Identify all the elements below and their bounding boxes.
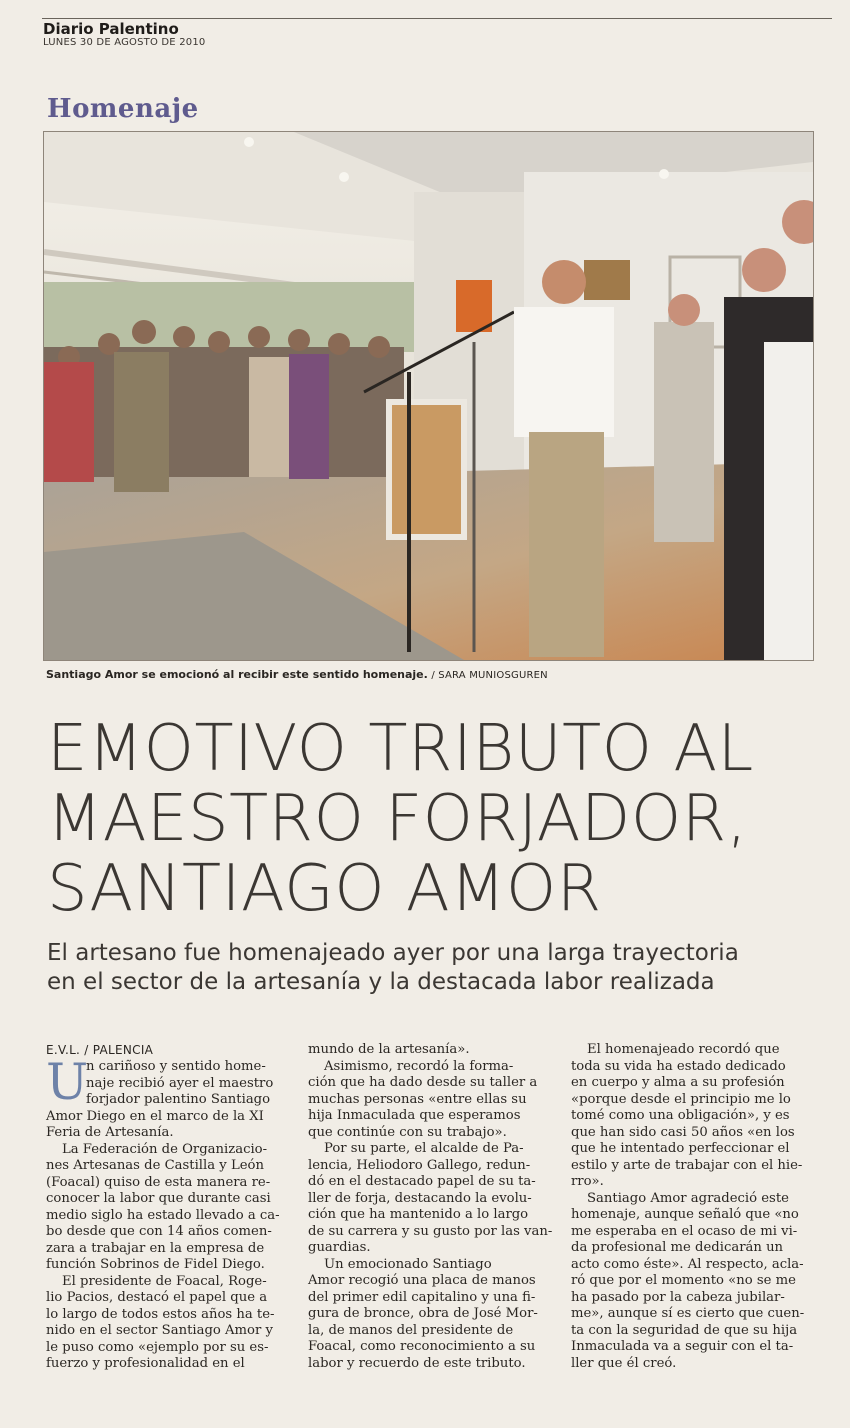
body-line: bo desde que con 14 años comen- — [46, 1224, 272, 1239]
body-line: Amor recogió una placa de manos — [308, 1273, 536, 1288]
body-line: función Sobrinos de Fidel Diego. — [46, 1257, 265, 1272]
body-line: Inmaculada va a seguir con el ta- — [571, 1339, 794, 1354]
body-line: (Foacal) quiso de esta manera re- — [46, 1174, 271, 1190]
body-line: tomé como una obligación», y es — [571, 1108, 790, 1123]
body-line: ha pasado por la cabeza jubilar- — [571, 1289, 785, 1305]
body-line: lo largo de todos estos años ha te- — [46, 1306, 275, 1322]
body-line: Un emocionado Santiago — [324, 1256, 492, 1272]
body-line: El homenajeado recordó que — [587, 1042, 780, 1057]
body-line: que he intentado perfeccionar el — [571, 1141, 790, 1156]
body-line: Asimismo, recordó la forma- — [324, 1058, 514, 1074]
body-line: dó en el destacado papel de su ta- — [308, 1174, 536, 1189]
news-photo — [43, 131, 814, 661]
body-line: n cariñoso y sentido home- — [86, 1059, 266, 1074]
body-line: ller de forja, destacando la evolu- — [308, 1190, 532, 1206]
headline — [47, 714, 827, 924]
drop-cap: U — [46, 1053, 89, 1111]
body-line: guardias. — [308, 1240, 371, 1255]
article-column-2 — [308, 1042, 553, 1372]
ceremony-photo-illustration — [44, 132, 813, 660]
subheadline — [47, 939, 827, 997]
body-line: hija Inmaculada que esperamos — [308, 1108, 521, 1123]
body-line: le puso como «ejemplo por su es- — [46, 1339, 269, 1355]
body-line: «porque desde el principio me lo — [571, 1091, 791, 1107]
body-line: estilo y arte de trabajar con el hie- — [571, 1157, 803, 1173]
byline: E.V.L. / PALENCIA — [46, 1043, 154, 1057]
subheadline-line: en el sector de la artesanía y la destacada labor realizada — [47, 969, 715, 995]
masthead-rule — [42, 18, 832, 19]
section-label: Homenaje — [47, 94, 199, 124]
body-line: homenaje, aunque señaló que «no — [571, 1207, 799, 1222]
body-line: acto como éste». Al respecto, acla- — [571, 1256, 804, 1272]
body-line: ró que por el momento «no se me — [571, 1273, 796, 1288]
body-line: toda su vida ha estado dedicado — [571, 1058, 786, 1074]
body-line: Por su parte, el alcalde de Pa- — [324, 1141, 524, 1156]
body-line: rro». — [571, 1174, 604, 1189]
body-line: nido en el sector Santiago Amor y — [46, 1323, 273, 1338]
body-line: gura de bronce, obra de José Mor- — [308, 1306, 538, 1321]
body-line: Foacal, como reconocimiento a su — [308, 1339, 536, 1354]
headline-line: SANTIAGO AMOR — [47, 852, 602, 926]
body-line: me esperaba en el ocaso de mi vi- — [571, 1223, 798, 1239]
photo-caption — [46, 668, 548, 681]
body-line: ller que él creó. — [571, 1355, 677, 1371]
body-line: ción que ha mantenido a lo largo — [308, 1207, 529, 1222]
body-line: medio siglo ha estado llevado a ca- — [46, 1207, 280, 1223]
body-line: en cuerpo y alma a su profesión — [571, 1075, 785, 1090]
body-line: de su carrera y su gusto por las van- — [308, 1223, 553, 1239]
body-line: forjador palentino Santiago — [86, 1092, 271, 1107]
body-line: que continúe con su trabajo». — [308, 1124, 507, 1140]
body-line: que han sido casi 50 años «en los — [571, 1124, 795, 1140]
body-line: Santiago Amor agradeció este — [587, 1190, 789, 1206]
body-line: da profesional me dedicarán un — [571, 1240, 784, 1255]
photo-credit: / SARA MUNIOSGUREN — [431, 670, 548, 681]
body-line: naje recibió ayer el maestro — [86, 1075, 274, 1091]
newspaper-name: Diario Palentino — [43, 20, 179, 38]
body-line: El presidente de Foacal, Roge- — [62, 1273, 267, 1289]
article-column-3 — [571, 1042, 813, 1372]
body-line: labor y recuerdo de este tributo. — [308, 1355, 526, 1371]
headline-line: MAESTRO FORJADOR, — [47, 782, 748, 856]
body-line: la, de manos del presidente de — [308, 1322, 514, 1338]
body-line: zara a trabajar en la empresa de — [46, 1240, 265, 1256]
body-line: conocer la labor que durante casi — [46, 1191, 271, 1206]
body-line: nes Artesanas de Castilla y León — [46, 1158, 264, 1173]
body-line: Feria de Artesanía. — [46, 1125, 174, 1140]
headline-line: EMOTIVO TRIBUTO AL — [47, 712, 754, 786]
body-line: mundo de la artesanía». — [308, 1042, 470, 1057]
body-line: La Federación de Organizacio- — [62, 1141, 268, 1157]
issue-date: LUNES 30 DE AGOSTO DE 2010 — [43, 37, 206, 48]
body-line: Amor Diego en el marco de la XI — [46, 1108, 264, 1124]
body-line: fuerzo y profesionalidad en el — [46, 1356, 245, 1371]
caption-text: Santiago Amor se emocionó al recibir este sentido homenaje. — [46, 668, 428, 681]
article-column-1 — [46, 1053, 288, 1373]
body-line: me», aunque sí es cierto que cuen- — [571, 1306, 805, 1321]
body-line: lio Pacios, destacó el papel que a — [46, 1290, 268, 1305]
body-line: ción que ha dado desde su taller a — [308, 1075, 538, 1090]
body-line: muchas personas «entre ellas su — [308, 1091, 527, 1107]
body-line: lencia, Heliodoro Gallego, redun- — [308, 1157, 531, 1173]
subheadline-line: El artesano fue homenajeado ayer por una larga trayectoria — [47, 940, 739, 966]
body-line: ta con la seguridad de que su hija — [571, 1322, 798, 1338]
body-line: del primer edil capitalino y una fi- — [308, 1289, 536, 1305]
